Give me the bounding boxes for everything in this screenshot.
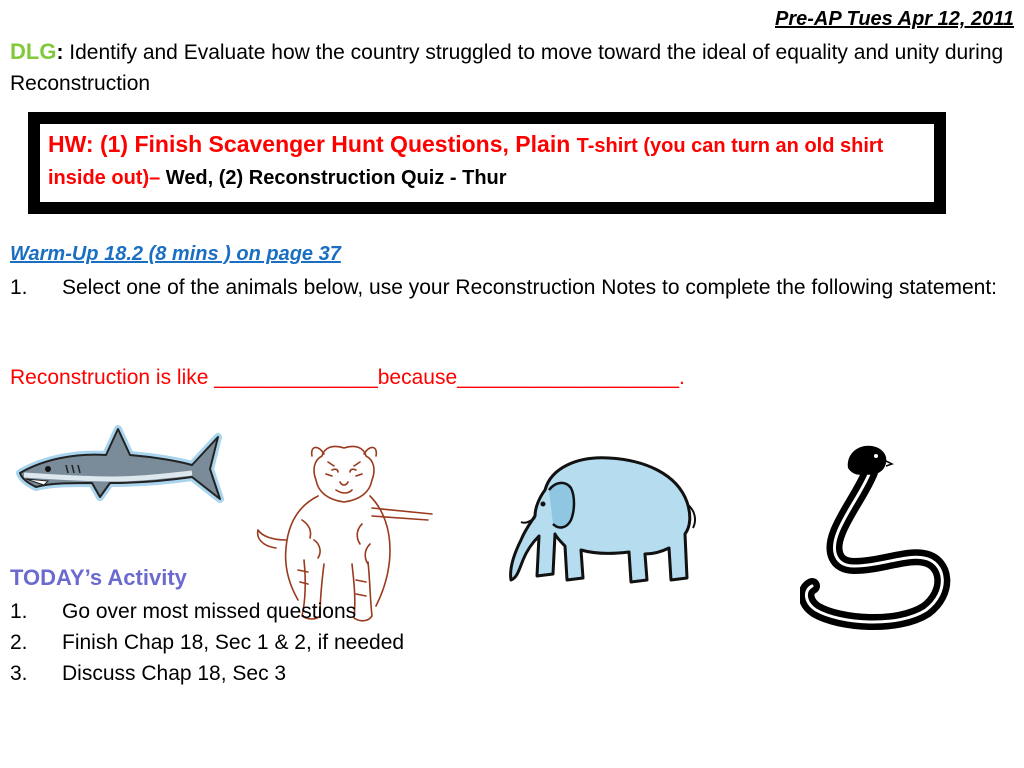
shark-image — [14, 425, 224, 503]
list-text: Select one of the animals below, use your Reconstruction Notes to complete the following statement: — [62, 276, 998, 299]
list-number: 1. — [10, 276, 28, 299]
list-number: 1. — [10, 600, 28, 623]
list-text: Go over most missed questions — [62, 600, 357, 623]
elephant-image — [505, 450, 700, 590]
homework-part3: Wed, (2) Reconstruction Quiz - Thur — [165, 167, 507, 189]
warmup-title: Warm-Up 18.2 (8 mins ) on page 37 — [10, 243, 341, 265]
today-list — [10, 596, 610, 689]
list-number: 2. — [10, 631, 28, 654]
list-text: Finish Chap 18, Sec 1 & 2, if needed — [62, 631, 405, 654]
slide-date: Pre-AP Tues Apr 12, 2011 — [774, 8, 1014, 30]
homework-box — [28, 112, 946, 214]
homework-part2: T-shirt (you can turn an old shirt inside out)– — [48, 135, 884, 189]
dlg-label: DLG — [10, 39, 57, 64]
list-number: 3. — [10, 662, 28, 685]
dlg-text: Identify and Evaluate how the country struggled to move toward the ideal of equality and unity during Reconstruction — [10, 41, 1004, 95]
homework-text — [40, 124, 934, 200]
list-text: Discuss Chap 18, Sec 3 — [62, 662, 287, 685]
homework-part1: HW: (1) Finish Scavenger Hunt Questions, Plain — [48, 131, 577, 157]
list-item — [10, 596, 610, 627]
warmup-list — [10, 272, 1010, 303]
warmup-statement: Reconstruction is like ______________because___________________. — [10, 366, 685, 389]
dlg-colon: : — [56, 41, 64, 64]
dlg-objective — [10, 36, 1010, 99]
cobra-image — [800, 442, 965, 632]
today-title: TODAY’s Activity — [10, 565, 187, 590]
list-item — [10, 627, 610, 658]
list-item — [10, 272, 1010, 303]
list-item — [10, 658, 610, 689]
